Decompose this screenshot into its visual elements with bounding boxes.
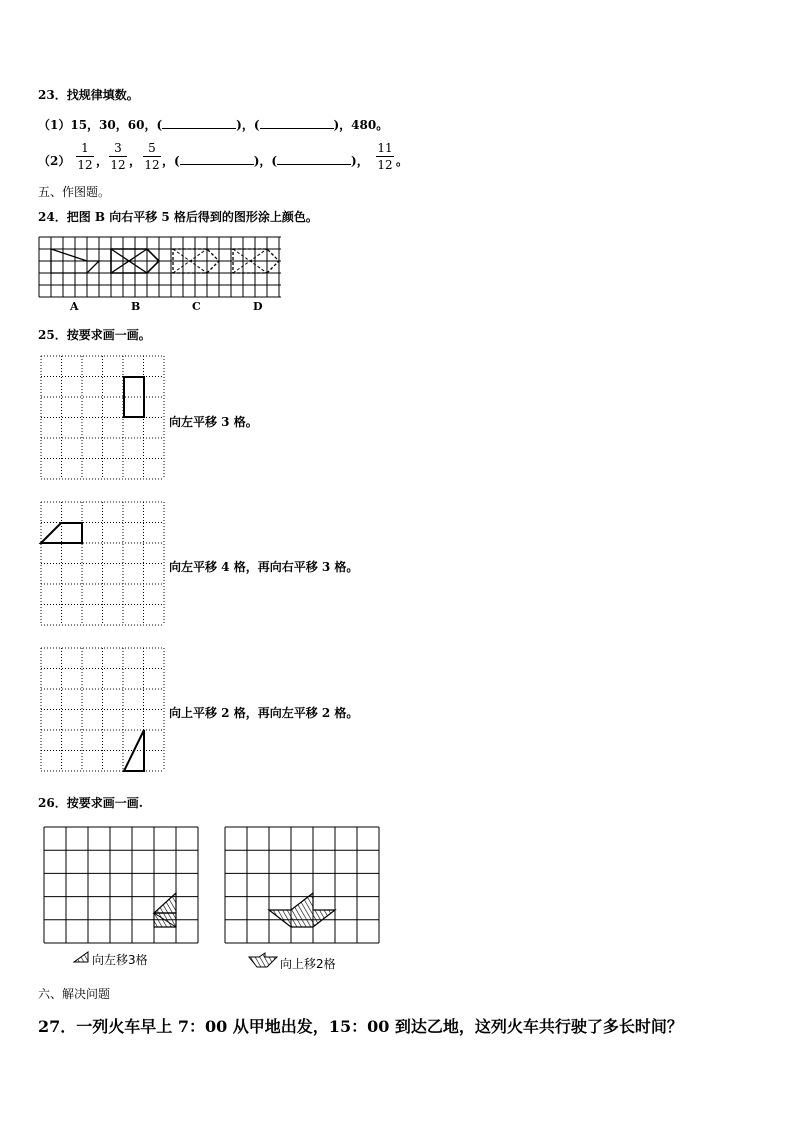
q26-title: 26．按要求画一画.: [38, 796, 143, 810]
q26-grid-left: [44, 827, 198, 943]
comma: ，: [96, 154, 109, 168]
fraction-3: $\frac{5}{12}$: [144, 141, 160, 172]
label-d: D: [253, 300, 263, 313]
q25-grid-1: [41, 356, 165, 480]
fraction-4: $\frac{11}{12}$: [377, 141, 393, 172]
q24-title: 24．把图 B 向右平移 5 格后得到的图形涂上颜色。: [38, 210, 318, 224]
section-6-heading: 六、解决问题: [38, 987, 111, 1001]
q23-part2-blanks: ，( )，( )，: [162, 154, 369, 168]
q25-instruction-3: 向上平移 2 格，再向左平移 2 格。: [169, 706, 359, 720]
label-b: B: [131, 300, 141, 313]
hatched-boat-shape: [269, 893, 335, 927]
q23-part1-mid: )，(: [236, 118, 260, 132]
caption-left-icon: [72, 950, 92, 964]
section-5-heading: 五、作图题。: [38, 185, 111, 199]
q24-grid-figure: [39, 237, 281, 299]
q26-grid-right: [225, 827, 379, 943]
answer-blank-2[interactable]: [260, 118, 334, 129]
q27-title: 27．一列火车早上 7：00 从甲地出发，15：00 到达乙地，这列火车共行驶了多长时间？: [38, 1017, 683, 1036]
q25-instruction-1: 向左平移 3 格。: [169, 415, 258, 429]
fraction-1: $\frac{1}{12}$: [77, 141, 93, 172]
q26-caption-right: 向上移2格: [280, 957, 336, 971]
q25-instruction-2: 向左平移 4 格，再向右平移 3 格。: [169, 560, 359, 574]
q25-title: 25．按要求画一画。: [38, 328, 151, 342]
hatched-shape-left: [154, 893, 176, 913]
q23-part1: [38, 116, 388, 133]
q23-title: 23．找规律填数。: [38, 88, 139, 102]
q23-part1-suffix: )，480。: [333, 118, 389, 132]
q25-grid-3: [41, 648, 165, 772]
period: 。: [396, 154, 409, 168]
label-a: A: [70, 300, 79, 313]
label-c: C: [192, 300, 201, 313]
triangle-shape: [124, 730, 144, 771]
answer-blank-4[interactable]: [277, 154, 351, 165]
q23-part1-prefix: （1）15，30，60，(: [38, 118, 163, 132]
fraction-2: $\frac{3}{12}$: [110, 141, 126, 172]
answer-blank-3[interactable]: [180, 154, 254, 165]
caption-right-icon: [249, 955, 279, 969]
q25-grid-2: [41, 502, 165, 626]
q23-part2-prefix: （2）: [38, 154, 71, 168]
comma: ，: [129, 154, 142, 168]
q26-caption-left: 向左移3格: [92, 953, 148, 967]
answer-blank-1[interactable]: [162, 118, 236, 129]
